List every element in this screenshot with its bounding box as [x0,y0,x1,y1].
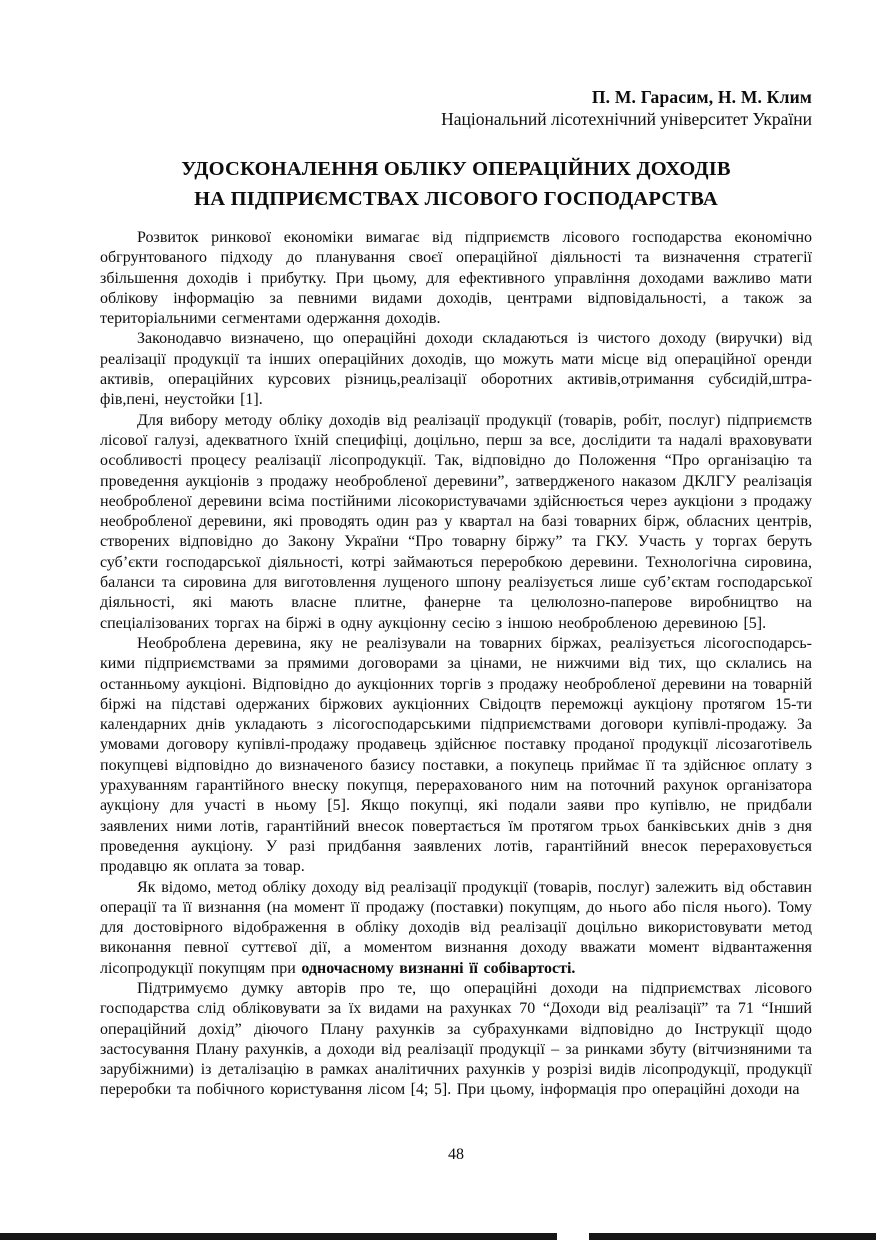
article-title-line-1: УДОСКОНАЛЕННЯ ОБЛІКУ ОПЕРАЦІЙНИХ ДОХОДІВ [181,158,731,180]
article-title-line-2: НА ПІДПРИЄМСТВАХ ЛІСОВОГО ГОСПОДАРСТВА [194,188,718,210]
paragraph-6: Підтримуємо думку авторів про те, що операційні доходи на підприємствах лісового господарства слід обліковувати за їх видами на рахунках 70 “Доходи від реалізації” та 71 “Інший операційний дохід” діючого Плану рахунків за субрахунками відповідно до Інструкції щодо застосування Плану рахунків, а доходи від реалізації продукції – за ринками збуту (вітчизняними та зарубіжними) із деталізацію в рамках аналітичних рахунків у розрізі видів лісопродукції, продукції переробки та побічного користування лісом [4; 5]. При цьому, інформація про операційні доходи на [100,979,812,1099]
scan-edge-artifact-left [0,1233,557,1240]
page-content [100,86,812,1165]
paragraph-3: Для вибору методу обліку доходів від реалізації продукції (товарів, робіт, послуг) підприємств лісової галузі, адекватного їхній специфіці, доцільно, перш за все, дослідити та надалі враховувати особливості процесу реалізації лісопродукції. Так, відповідно до Положення “Про організацію та проведення аукціонів з продажу необробленої деревини”, затвердженого наказом ДКЛГУ реалізація необробленої деревини всіма постійними лісокористувачами здійснюється через аукціони з продажу необробленої деревини, які проводять один раз у квартал на базі товарних бірж, обласних центрів, створених відповідно до Закону України “Про товарну біржу” та ГКУ. Участь у торгах беруть суб’єкти господарської діяльності, котрі займаються переробкою деревини. Технологічна сировина, баланси та сировина для виготовлення лущеного шпону реалізується лише суб’єктам господарської діяльності, які мають власне плитне, фанерне та целюлозно-паперове виробництво на спеціалізованих торгах на біржі в одну аукціонну сесію з іншою необробленою деревиною [5]. [100,411,812,632]
scan-edge-artifact-right [589,1233,876,1240]
paragraph-5 [100,878,812,979]
page-number: 48 [448,1145,464,1163]
paragraph-5-bold-text: одночасному визнанні її собівартості. [301,959,576,977]
affiliation: Національний лісотехнічний університет України [441,109,812,129]
paragraph-4: Необроблена деревина, яку не реалізували на товарних біржах, реалізується лісогосподарсь-кими підприємствами за прямими договорами за цінами, не нижчими від тих, що склались на останньому аукціоні. Відповідно до аукціонних торгів з продажу необробленої деревини на товарній біржі на підставі одержаних біржових аукціонних Свідоцтв переможці аукціону протягом 15-ти календарних днів укладають з лісогосподарськими підприємствами договори купівлі-продажу. За умовами договору купівлі-продажу продавець здійснює поставку проданої продукції лісозаготівель покупцеві відповідно до визначеного базису поставки, а покупець приймає її та здійснює оплату з урахуванням гарантійного внеску покупця, перерахованого ним на поточний рахунок організатора аукціону для участі в ньому [5]. Якщо покупці, які подали заяви про купівлю, не придбали заявлених ними лотів, гарантійний внесок повертається їм протягом трьох банківських днів з дня проведення аукціону. У разі придбання заявлених лотів, гарантійний внесок перераховується продавцю як оплата за товар. [100,634,812,876]
article-title [100,154,812,214]
paragraph-1: Розвиток ринкової економіки вимагає від підприємств лісового господарства економічно обгрунтованого підходу до планування своєї операційної діяльності та визначення стратегії збільшення доходів і прибутку. При цьому, для ефективного управління доходами важливо мати облікову інформацію за певними видами доходів, центрами відповідальності, а також за територіальними сегментами одержання доходів. [100,229,812,328]
article-body [100,228,812,1101]
authors: П. М. Гарасим, Н. М. Клим [591,87,812,107]
paragraph-5-text: Як відомо, метод обліку доходу від реалізації продукції (товарів, послуг) залежить від обставин операції та її визнання (на момент її продажу (поставки) покупцям, до нього або після нього). Тому для достовірного відображення в обліку доходів від реалізації доцільно використовувати метод виконання певної суттєвої дії, а моментом визнання доходу вважати момент відвантаження лісопродукції покупцям при [100,878,812,977]
paragraph-2: Законодавчо визначено, що операційні доходи складаються із чистого доходу (виручки) від реалізації продукції та інших операційних доходів, що можуть мати місце від операційної оренди активів, операційних курсових різниць,реалізації оборотних активів,отримання субсидій,штра-фів,пені, неустойки [1]. [100,330,812,409]
